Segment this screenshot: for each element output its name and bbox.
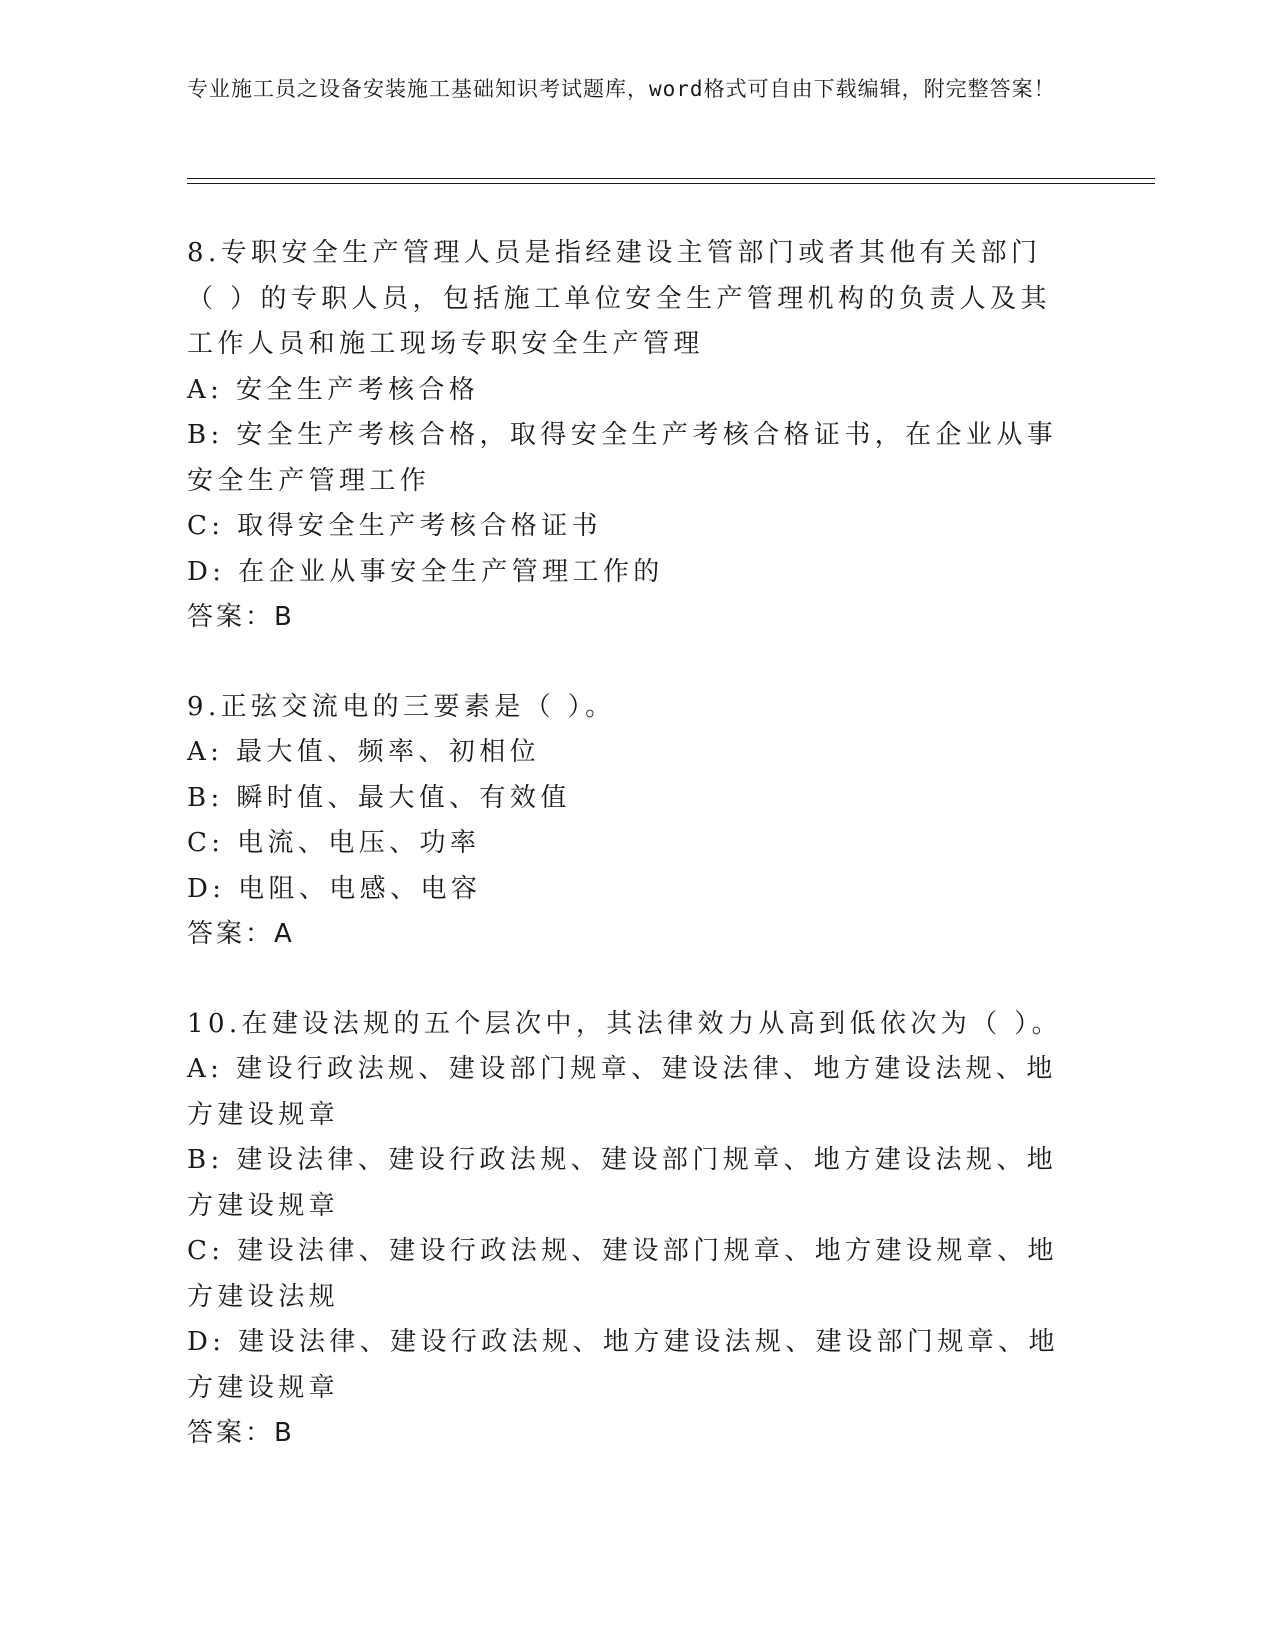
question-list — [187, 231, 1067, 1501]
option-a: A: 最大值、频率、初相位 — [187, 737, 541, 767]
option-b: B: 建设法律、建设行政法规、建设部门规章、地方建设法规、地方建设规章 — [187, 1145, 1058, 1221]
question-8 — [187, 231, 1067, 641]
option-c: C: 建设法律、建设行政法规、建设部门规章、地方建设规章、地方建设法规 — [187, 1236, 1058, 1312]
question-stem: 9.正弦交流电的三要素是（ ）。 — [187, 691, 616, 722]
question-9 — [187, 685, 1067, 958]
option-d: D: 建设法律、建设行政法规、地方建设法规、建设部门规章、地方建设规章 — [187, 1327, 1059, 1403]
header-divider-bottom — [187, 183, 1155, 184]
option-a: A: 建设行政法规、建设部门规章、建设法律、地方建设法规、地方建设规章 — [187, 1054, 1057, 1130]
document-header: 专业施工员之设备安装施工基础知识考试题库，word格式可自由下载编辑，附完整答案！ — [187, 77, 1056, 101]
option-d: D: 在企业从事安全生产管理工作的 — [187, 556, 664, 587]
header-divider-top — [187, 178, 1155, 179]
option-c: C: 电流、电压、功率 — [187, 828, 481, 858]
question-10 — [187, 1002, 1067, 1457]
answer-line: 答案：A — [187, 919, 295, 949]
question-stem: 8.专职安全生产管理人员是指经建设主管部门或者其他有关部门（ ）的专职人员，包括施工单位安全生产管理机构的负责人及其工作人员和施工现场专职安全生产管理 — [187, 238, 1051, 359]
option-c: C: 取得安全生产考核合格证书 — [187, 511, 602, 541]
option-d: D: 电阻、电感、电容 — [187, 873, 482, 904]
question-stem: 10.在建设法规的五个层次中，其法律效力从高到低依次为（ ）。 — [187, 1008, 1063, 1039]
option-b: B: 安全生产考核合格，取得安全生产考核合格证书，在企业从事安全生产管理工作 — [187, 420, 1058, 496]
answer-line: 答案：B — [187, 1418, 295, 1448]
option-b: B: 瞬时值、最大值、有效值 — [187, 782, 571, 813]
answer-line: 答案：B — [187, 602, 295, 632]
option-a: A: 安全生产考核合格 — [187, 374, 480, 405]
